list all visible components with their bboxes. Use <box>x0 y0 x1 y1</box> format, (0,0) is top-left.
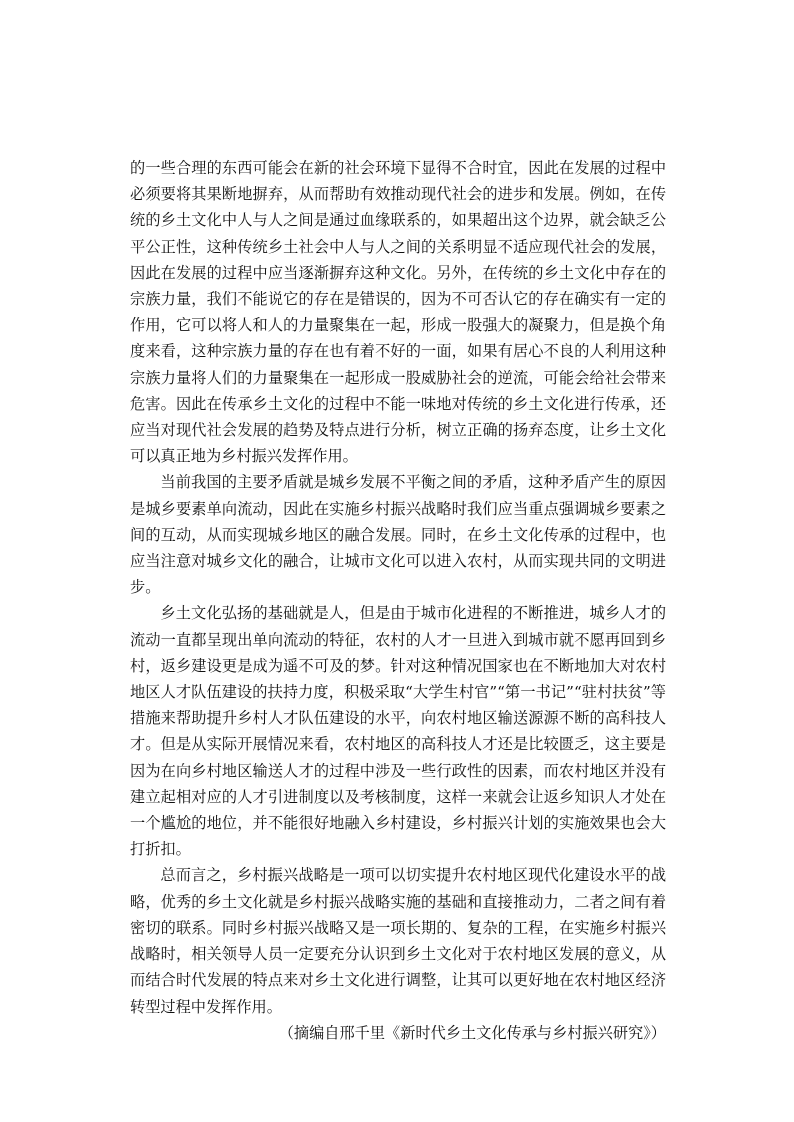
paragraph-talent: 乡土文化弘扬的基础就是人，但是由于城市化进程的不断推进，城乡人才的流动一直都呈现出单向流动的特征，农村的人才一旦进入到城市就不愿再回到乡村，返乡建设更是成为遥不可及的梦。针对这种情况国家也在不断地加大对农村地区人才队伍建设的扶持力度，积极采取“大学生村官”“第一书记”“驻村扶贫”等措施来帮助提升乡村人才队伍建设的水平，向农村地区输送源源不断的高科技人才。但是从实际开展情况来看，农村地区的高科技人才还是比较匮乏，这主要是因为在向乡村地区输送人才的过程中涉及一些行政性的因素，而农村地区并没有建立起相对应的人才引进制度以及考核制度，这样一来就会让返乡知识人才处在一个尴尬的地位，并不能很好地融入乡村建设，乡村振兴计划的实施效果也会大打折扣。 <box>130 604 666 859</box>
paragraph-conclusion: 总而言之，乡村振兴战略是一项可以切实提升农村地区现代化建设水平的战略，优秀的乡土文化就是乡村振兴战略实施的基础和直接推动力，二者之间有着密切的联系。同时乡村振兴战略又是一项长期的、复杂的工程，在实施乡村振兴战略时，相关领导人员一定要充分认识到乡土文化对于农村地区发展的意义，从而结合时代发展的特点来对乡土文化进行调整，让其可以更好地在农村地区经济转型过程中发挥作用。 <box>130 866 666 1016</box>
source-citation: （摘编自邢千里《新时代乡土文化传承与乡村振兴研究》） <box>278 1023 666 1042</box>
paragraph-continuation: 的一些合理的东西可能会在新的社会环境下显得不合时宜，因此在发展的过程中必须要将其果断地摒弃，从而帮助有效推动现代社会的进步和发展。例如，在传统的乡土文化中人与人之间是通过血缘联系的，如果超出这个边界，就会缺乏公平公正性，这种传统乡土社会中人与人之间的关系明显不适应现代社会的发展，因此在发展的过程中应当逐渐摒弃这种文化。另外，在传统的乡土文化中存在的宗族力量，我们不能说它的存在是错误的，因为不可否认它的存在确实有一定的作用，它可以将人和人的力量聚集在一起，形成一股强大的凝聚力，但是换个角度来看，这种宗族力量的存在也有着不好的一面，如果有居心不良的人利用这种宗族力量将人们的力量聚集在一起形成一股威胁社会的逆流，可能会给社会带来危害。因此在传承乡土文化的过程中不能一味地对传统的乡土文化进行传承，还应当对现代社会发展的趋势及特点进行分析，树立正确的扬弃态度，让乡土文化可以真正地为乡村振兴发挥作用。 <box>130 159 666 466</box>
paragraph-urban-rural: 当前我国的主要矛盾就是城乡发展不平衡之间的矛盾，这种矛盾产生的原因是城乡要素单向流动，因此在实施乡村振兴战略时我们应当重点强调城乡要素之间的互动，从而实现城乡地区的融合发展。同时，在乡土文化传承的过程中，也应当注意对城乡文化的融合，让城市文化可以进入农村，从而实现共同的文明进步。 <box>130 473 666 597</box>
article-body <box>130 155 666 1046</box>
